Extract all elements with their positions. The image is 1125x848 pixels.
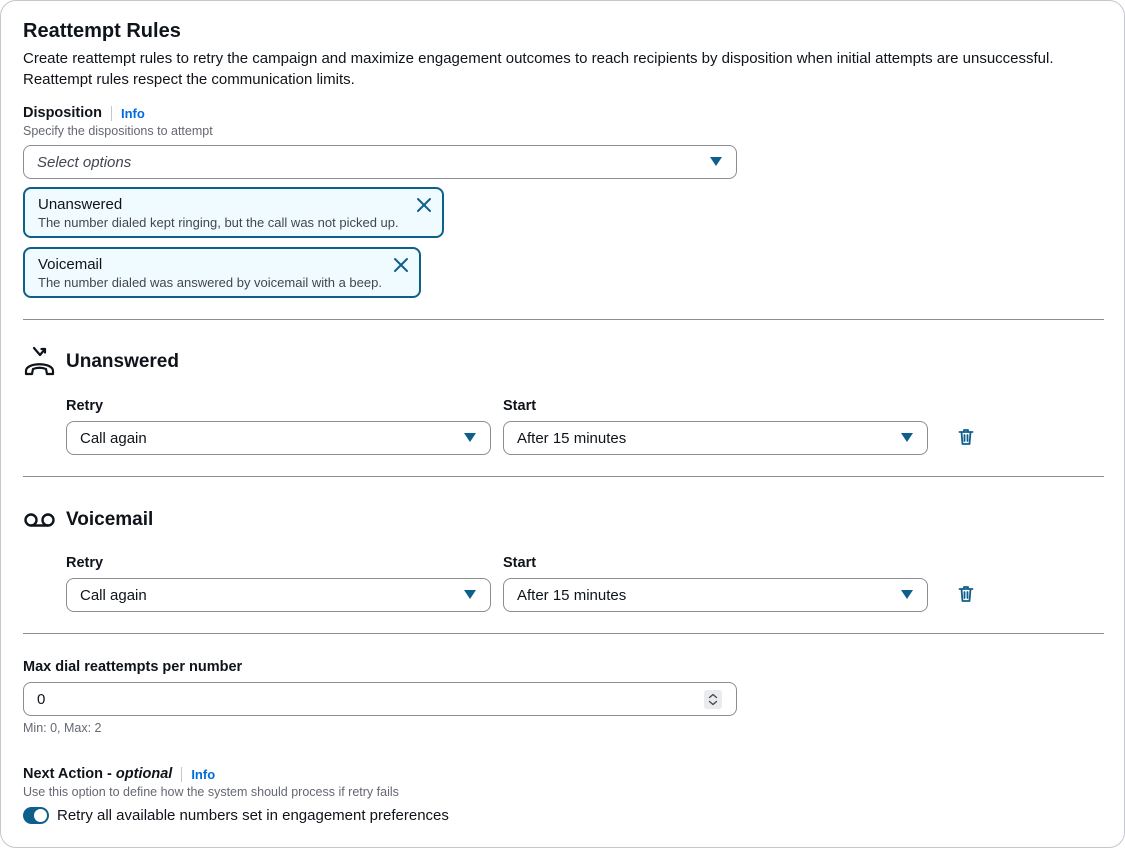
rule-title: Unanswered	[66, 351, 179, 372]
max-reattempts-label: Max dial reattempts per number	[23, 659, 243, 675]
token-description: The number dialed was answered by voicemail with a beep.	[38, 275, 382, 290]
caret-down-icon	[464, 433, 476, 442]
disposition-multiselect[interactable]	[23, 145, 737, 179]
retry-select[interactable]	[66, 421, 491, 455]
retry-value: Call again	[80, 586, 147, 604]
retry-all-toggle[interactable]	[23, 807, 49, 824]
phone-missed-icon	[23, 346, 56, 378]
token-title: Unanswered	[38, 196, 123, 213]
start-value: After 15 minutes	[517, 429, 627, 447]
next-action-label-text: Next Action -	[23, 766, 116, 782]
next-action-label-row	[23, 766, 215, 782]
voicemail-icon	[23, 508, 56, 532]
token-title: Voicemail	[38, 256, 103, 273]
disposition-placeholder: Select options	[37, 153, 132, 171]
next-action-label	[23, 766, 172, 782]
optional-tag: optional	[115, 766, 173, 782]
toggle-knob	[34, 809, 47, 822]
retry-label: Retry	[66, 555, 104, 571]
start-label: Start	[503, 398, 537, 414]
caret-down-icon	[901, 590, 913, 599]
max-reattempts-input[interactable]	[23, 682, 737, 716]
start-select[interactable]	[503, 578, 928, 612]
caret-down-icon	[464, 590, 476, 599]
next-action-hint: Use this option to define how the system should process if retry fails	[23, 785, 399, 799]
trash-icon[interactable]	[957, 585, 975, 603]
close-icon[interactable]	[392, 256, 410, 274]
retry-select[interactable]	[66, 578, 491, 612]
disposition-hint: Specify the dispositions to attempt	[23, 124, 213, 138]
retry-all-toggle-label: Retry all available numbers set in engagement preferences	[57, 807, 449, 824]
page-title: Reattempt Rules	[23, 20, 181, 42]
divider	[23, 476, 1104, 477]
trash-icon[interactable]	[957, 428, 975, 446]
next-action-info-link[interactable]: Info	[191, 766, 216, 782]
info-separator	[181, 767, 182, 782]
info-separator	[111, 106, 112, 121]
rule-title: Voicemail	[66, 509, 154, 530]
disposition-label-row	[23, 105, 145, 121]
divider	[23, 633, 1104, 634]
max-reattempts-constraint: Min: 0, Max: 2	[23, 721, 102, 735]
disposition-label: Disposition	[23, 105, 102, 121]
retry-value: Call again	[80, 429, 147, 447]
start-select[interactable]	[503, 421, 928, 455]
retry-label: Retry	[66, 398, 104, 414]
start-value: After 15 minutes	[517, 586, 627, 604]
token-voicemail	[23, 247, 421, 298]
token-unanswered	[23, 187, 444, 238]
caret-down-icon	[710, 157, 722, 166]
max-reattempts-value: 0	[37, 690, 46, 708]
start-label: Start	[503, 555, 537, 571]
token-description: The number dialed kept ringing, but the call was not picked up.	[38, 215, 399, 230]
disposition-info-link[interactable]: Info	[120, 105, 145, 121]
rule-header-voicemail	[23, 508, 153, 532]
close-icon[interactable]	[415, 196, 433, 214]
caret-down-icon	[901, 433, 913, 442]
divider	[23, 319, 1104, 320]
stepper-icon[interactable]	[704, 690, 722, 709]
page-description: Create reattempt rules to retry the campaign and maximize engagement outcomes to reach recipients by disposition when initial attempts are unsuccessful. Reattempt rules respect the communication limits.	[23, 50, 1054, 88]
rule-header-unanswered	[23, 346, 179, 378]
